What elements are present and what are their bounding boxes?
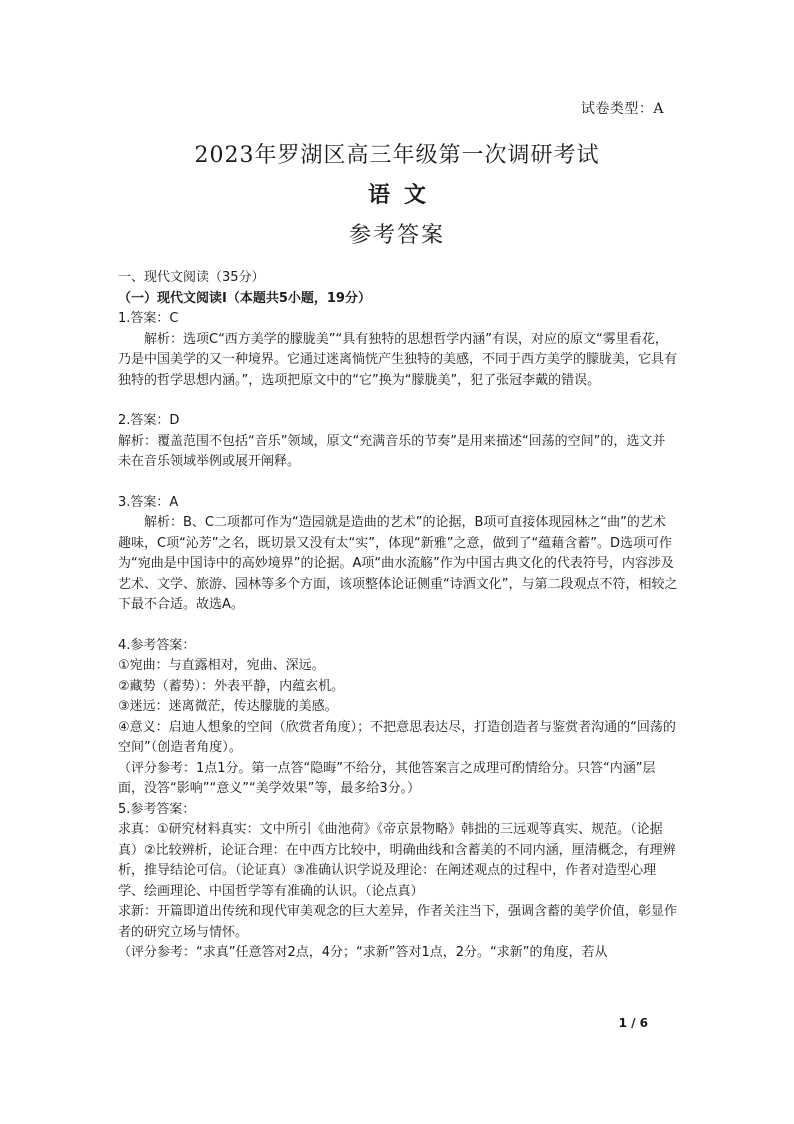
q5-qiuzhen: 求真：①研究材料真实：文中所引《曲池荷》《帝京景物略》韩拙的三远观等真实、规范。（论据真）②比较辨析，论证合理：在中西方比较中，明确曲线和含蓄美的不同内涵，厘清概念，有理辨析，推导结论可信。（论证真）③准确认识学说及理论：在阐述观点的过程中，作者对造型心理学、绘画理论、中国哲学等有准确的认识。（论点真） [118,822,676,899]
paper-type-label: 试卷类型：A [580,101,664,117]
q3-analysis: 解析：B、C二项都可作为“造园就是造曲的艺术”的论据，B项可直接体现园林之“曲”的艺术趣味，C项“沁芳”之名，既切景又没有太“实”，体现“新雅”之意，做到了“蕴藉含蓄”。D选项可作为“宛曲是中国诗中的高妙境界”的论据。A项“曲水流觞”作为中国古典文化的代表符号，内容涉及艺术、文学、旅游、园林等多个方面，该项整体论证侧重“诗酒文化”，与第二段观点不符，相较之下最不合适。故选A。 [118,515,678,612]
q4-heading: 4.参考答案： [118,637,196,653]
q5-qiuxin: 求新：开篇即道出传统和现代审美观念的巨大差异，作者关注当下，强调含蓄的美学价值，彰显作者的研究立场与情怀。 [118,904,678,940]
q5-heading: 5.参考答案： [118,801,196,817]
q4-point: ②藏势（蓄势）：外表平静，内蕴玄机。 [118,678,345,694]
q4-scoring: （评分参考：1点1分。第一点答“隐晦”不给分，其他答案言之成理可酌情给分。只答“内涵”层面，没答“影响”“意义”“美学效果”等，最多给3分。） [118,760,656,796]
q4-point: ①宛曲：与直露相对，宛曲、深远。 [118,658,325,673]
q4-point: ③迷远：迷离微茫，传达朦胧的美感。 [118,699,338,714]
q1-answer: 1.答案：C [118,311,179,326]
exam-title: 2023年罗湖区高三年级第一次调研考试 [194,143,600,168]
q3-answer: 3.答案：A [118,494,179,510]
subject-title: 语文 [367,182,440,208]
q1-analysis: 解析：选项C“西方美学的朦胧美”“具有独特的思想哲学内涵”有误，对应的原文“雾里看花，乃是中国美学的又一种境界。它通过迷离惝恍产生独特的美感，不同于西方美学的朦胧美，它具有独特的哲学思想内涵。”，选项把原文中的“它”换为“朦胧美”，犯了张冠李戴的错误。 [118,331,678,388]
q5-scoring: （评分参考：“求真”任意答对2点，4分；“求新”答对1点，2分。“求新”的角度，若从 [118,945,608,960]
answer-title: 参考答案 [348,223,445,248]
page-number: 1 / 6 [618,1016,648,1030]
sub-section-heading: （一）现代文阅读I（本题共5小题，19分） [118,290,371,306]
q4-point: ④意义：启迪人想象的空间（欣赏者角度）；不把意思表达尽，打造创造者与鉴赏者沟通的“回荡的空间”（创造者角度）。 [118,719,676,755]
q2-analysis: 解析：覆盖范围不包括“音乐”领域，原文“充满音乐的节奏”是用来描述“回荡的空间”的，选文并未在音乐领域举例或展开阐释。 [118,433,666,469]
section-heading: 一、现代文阅读（35分） [118,270,265,285]
q2-answer: 2.答案：D [118,413,180,428]
answer-content [118,268,678,964]
